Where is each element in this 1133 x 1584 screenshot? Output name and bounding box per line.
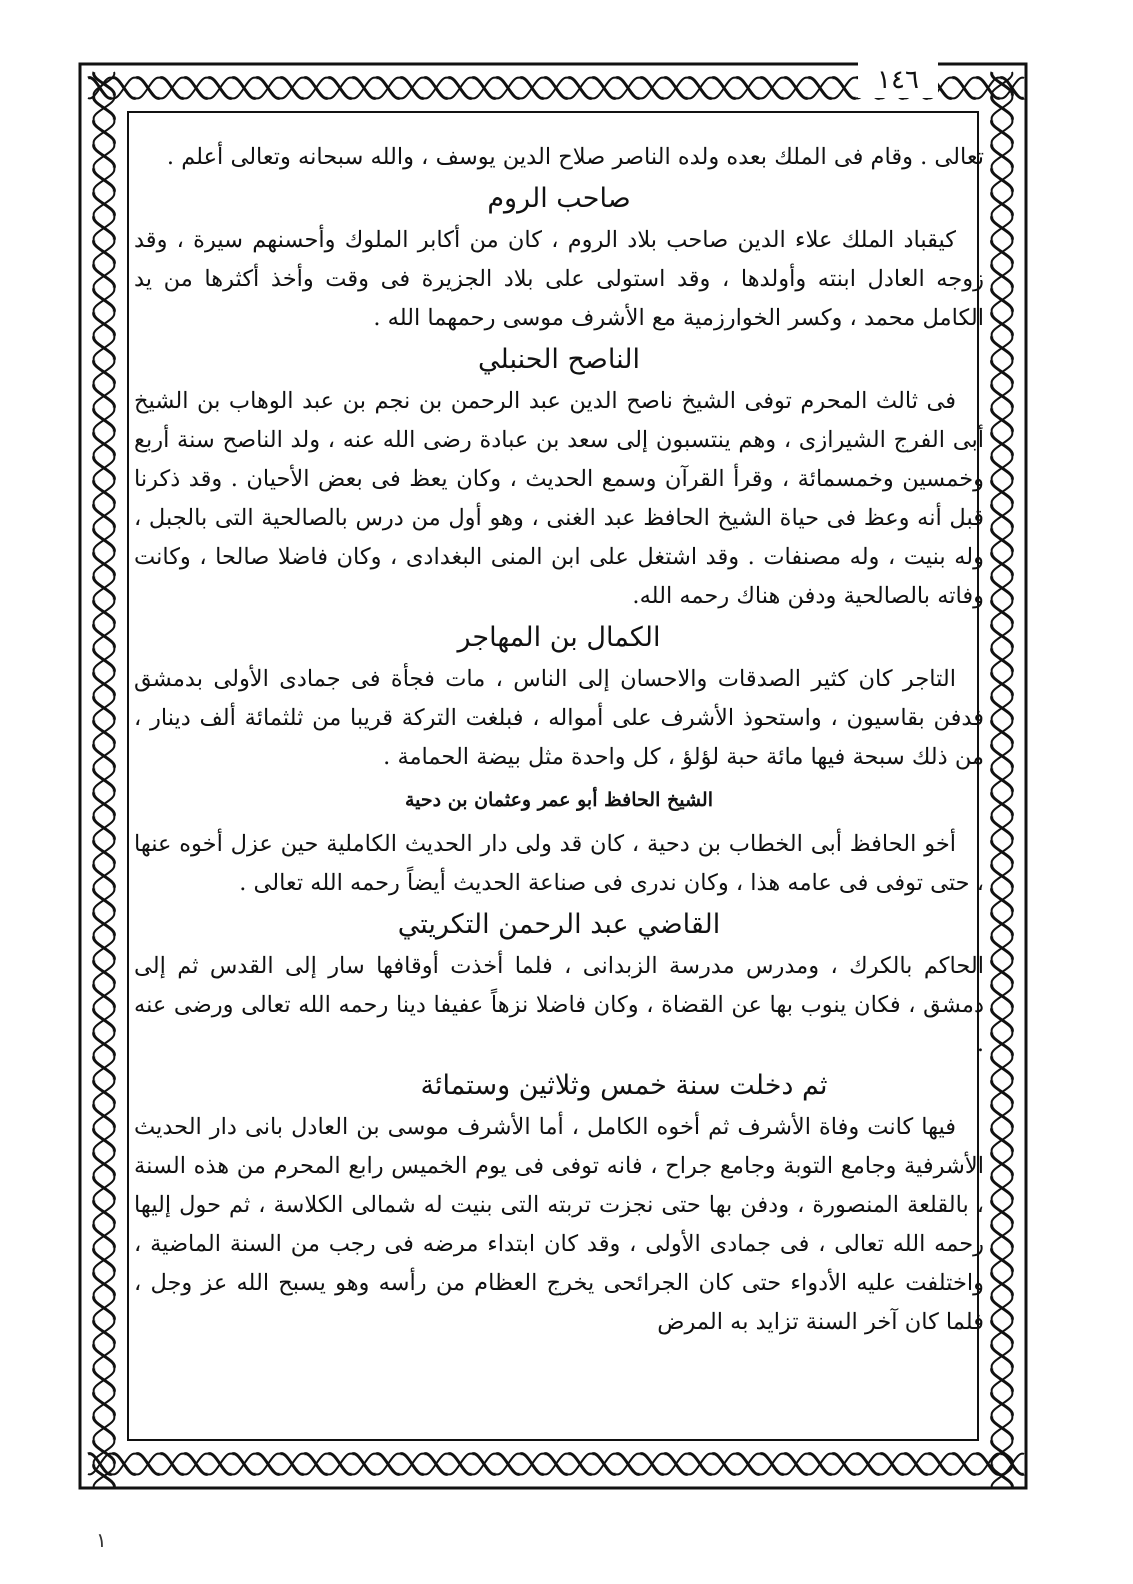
border-link	[256, 1454, 280, 1475]
border-link	[928, 1454, 952, 1475]
border-link	[992, 168, 1013, 192]
border-link	[992, 96, 1013, 120]
border-link	[992, 1032, 1013, 1056]
border-link	[992, 1176, 1013, 1200]
border-link	[208, 1454, 232, 1475]
border-link	[992, 624, 1013, 648]
border-link	[448, 1454, 472, 1475]
paragraph: فى ثالث المحرم توفى الشيخ ناصح الدين عبد الرحمن بن نجم بن عبد الوهاب بن الشيخ أبى الفرج الشيرازى ، وهم ينتسبون إلى سعد بن عبادة رضى الله عنه ، ولد الناصح سنة أربع وخمسين وخمسمائة ، وقرأ القرآن وسمع الحديث ، وكان يعظ فى بعض الأحيان . وقد ذكرنا قبل أنه وعظ فى حياة الشيخ الحافظ عبد الغنى ، وهو أول من درس بالصالحية التى بالجبل ، وله بنيت ، وله مصنفات . وقد اشتغل على ابن المنى البغدادى ، وكان فاضلا صالحا ، وكانت وفاته بالصالحية ودفن هناك رحمه الله.	[134, 388, 984, 609]
border-link	[94, 600, 115, 624]
border-link	[94, 624, 115, 648]
border-link	[992, 1296, 1013, 1320]
border-link	[992, 984, 1013, 1008]
border-link	[136, 1454, 160, 1475]
border-link	[992, 192, 1013, 216]
border-link	[304, 78, 328, 99]
border-link	[992, 696, 1013, 720]
section-heading: الناصح الحنبلي	[478, 344, 640, 375]
page-number: ١٤٦	[858, 62, 938, 98]
border-link	[328, 1454, 352, 1475]
border-link	[94, 408, 115, 432]
border-link	[760, 78, 784, 99]
border-link	[992, 336, 1013, 360]
paragraph: فيها كانت وفاة الأشرف ثم أخوه الكامل ، أما الأشرف موسى بن العادل بانى دار الحديث الأشرفية وجامع التوبة وجامع جراح ، فانه توفى فى يوم الخميس رابع المحرم من هذه السنة ، بالقلعة المنصورة ، ودفن بها حتى نجزت تربته التى بنيت له شمالى الكلاسة ، ثم حول إليها رحمه الله تعالى ، فى جمادى الأولى ، وقد كان ابتداء مرضه فى رجب من السنة الماضية ، واختلفت عليه الأدواء حتى كان الجرائحى يخرج العظام من رأسه وهو يسبح الله عز وجل ، فلما كان آخر السنة تزايد به المرض	[134, 1114, 984, 1335]
border-link	[94, 264, 115, 288]
border-link	[832, 1454, 856, 1475]
border-link	[94, 864, 115, 888]
border-link	[472, 1454, 496, 1475]
border-link	[688, 78, 712, 99]
paragraph: الحاكم بالكرك ، ومدرس مدرسة الزبدانى ، فلما أخذت أوقافها سار إلى القدس ثم إلى دمشق ، فكان ينوب بها عن القضاة ، وكان فاضلا نزهاً عفيفا دينا رحمه الله تعالى ورضى عنه .	[134, 953, 984, 1057]
border-link	[992, 1104, 1013, 1128]
border-link	[992, 720, 1013, 744]
border-link	[992, 840, 1013, 864]
border-link	[992, 240, 1013, 264]
border-link	[94, 1128, 115, 1152]
border-link	[832, 78, 856, 99]
border-link	[352, 78, 376, 99]
border-link	[992, 384, 1013, 408]
section-heading: الكمال بن المهاجر	[457, 622, 661, 653]
border-link	[520, 78, 544, 99]
border-link	[94, 192, 115, 216]
border-link	[94, 456, 115, 480]
border-link	[992, 1368, 1013, 1392]
border-link	[94, 984, 115, 1008]
border-link	[712, 1454, 736, 1475]
border-link	[992, 1224, 1013, 1248]
border-link	[992, 408, 1013, 432]
border-link	[208, 78, 232, 99]
border-link	[568, 1454, 592, 1475]
border-link	[94, 912, 115, 936]
border-link	[94, 1200, 115, 1224]
border-link	[94, 1152, 115, 1176]
border-link	[94, 1416, 115, 1440]
border-link	[94, 504, 115, 528]
border-link	[808, 78, 832, 99]
border-link	[94, 120, 115, 144]
border-link	[94, 1296, 115, 1320]
border-link	[856, 1454, 880, 1475]
border-link	[496, 1454, 520, 1475]
border-link	[992, 288, 1013, 312]
border-link	[94, 696, 115, 720]
border-link	[94, 552, 115, 576]
border-link	[640, 78, 664, 99]
border-link	[94, 336, 115, 360]
border-link	[94, 240, 115, 264]
border-link	[376, 78, 400, 99]
border-link	[280, 1454, 304, 1475]
border-link	[992, 864, 1013, 888]
border-link	[992, 768, 1013, 792]
page-body	[134, 138, 984, 1342]
border-link	[184, 78, 208, 99]
border-link	[94, 216, 115, 240]
border-link	[992, 1392, 1013, 1416]
border-link	[94, 1344, 115, 1368]
border-link	[952, 78, 976, 99]
border-link	[664, 78, 688, 99]
border-link	[232, 1454, 256, 1475]
border-link	[232, 78, 256, 99]
border-link	[94, 1224, 115, 1248]
border-link	[992, 600, 1013, 624]
border-link	[616, 1454, 640, 1475]
border-link	[376, 1454, 400, 1475]
border-link	[94, 1320, 115, 1344]
border-link	[448, 78, 472, 99]
border-link	[94, 648, 115, 672]
border-link	[992, 1200, 1013, 1224]
border-link	[94, 888, 115, 912]
border-link	[400, 78, 424, 99]
border-link	[784, 1454, 808, 1475]
border-link	[544, 78, 568, 99]
border-link	[992, 1080, 1013, 1104]
border-link	[880, 1454, 904, 1475]
border-link	[992, 1416, 1013, 1440]
border-link	[496, 78, 520, 99]
border-link	[184, 1454, 208, 1475]
border-link	[992, 1008, 1013, 1032]
border-link	[94, 168, 115, 192]
border-link	[520, 1454, 544, 1475]
border-link	[736, 1454, 760, 1475]
border-link	[424, 78, 448, 99]
border-link	[94, 936, 115, 960]
border-link	[94, 144, 115, 168]
section-heading: صاحب الروم	[487, 183, 631, 214]
border-link	[992, 360, 1013, 384]
year-heading: ثم دخلت سنة خمس وثلاثين وستمائة	[420, 1070, 828, 1101]
border-link	[160, 1454, 184, 1475]
border-link	[136, 78, 160, 99]
border-link	[992, 672, 1013, 696]
paragraph: أخو الحافظ أبى الخطاب بن دحية ، كان قد ولى دار الحديث الكاملية حين عزل أخوه عنها ، حتى توفى فى عامه هذا ، وكان ندرى فى صناعة الحديث أيضاً رحمه الله تعالى .	[134, 831, 984, 896]
border-link	[992, 120, 1013, 144]
border-link	[94, 384, 115, 408]
border-link	[992, 528, 1013, 552]
border-link	[992, 504, 1013, 528]
border-link	[94, 432, 115, 456]
border-link	[688, 1454, 712, 1475]
border-link	[992, 456, 1013, 480]
border-link	[992, 576, 1013, 600]
border-link	[94, 960, 115, 984]
border-link	[94, 672, 115, 696]
border-link	[94, 1104, 115, 1128]
border-link	[94, 1392, 115, 1416]
border-link	[992, 1128, 1013, 1152]
border-link	[992, 432, 1013, 456]
border-link	[94, 1176, 115, 1200]
border-link	[992, 912, 1013, 936]
border-link	[992, 1056, 1013, 1080]
border-link	[592, 78, 616, 99]
border-link	[784, 78, 808, 99]
border-link	[304, 1454, 328, 1475]
border-link	[592, 1454, 616, 1475]
border-link	[992, 552, 1013, 576]
border-link	[992, 816, 1013, 840]
border-link	[94, 1080, 115, 1104]
border-link	[992, 888, 1013, 912]
border-link	[992, 960, 1013, 984]
paragraph: تعالى . وقام فى الملك بعده ولده الناصر صلاح الدين يوسف ، والله سبحانه وتعالى أعلم .	[166, 144, 984, 170]
border-link	[760, 1454, 784, 1475]
border-link	[808, 1454, 832, 1475]
border-link	[94, 576, 115, 600]
border-link	[992, 264, 1013, 288]
border-link	[992, 1248, 1013, 1272]
border-link	[992, 1272, 1013, 1296]
border-link	[712, 78, 736, 99]
border-link	[992, 480, 1013, 504]
border-link	[94, 288, 115, 312]
border-link	[94, 816, 115, 840]
border-link	[94, 1248, 115, 1272]
border-link	[94, 792, 115, 816]
paragraph: كيقباد الملك علاء الدين صاحب بلاد الروم ، كان من أكابر الملوك وأحسنهم سيرة ، وقد زوجه العادل ابنته وأولدها ، وقد استولى على بلاد الجزيرة فى وقت وأخذ أكثرها من يد الكامل محمد ، وكسر الخوارزمية مع الأشرف موسى رحمهما الله .	[134, 227, 984, 331]
border-link	[992, 1344, 1013, 1368]
border-link	[992, 792, 1013, 816]
border-link	[94, 1272, 115, 1296]
border-link	[640, 1454, 664, 1475]
border-link	[400, 1454, 424, 1475]
border-link	[992, 744, 1013, 768]
border-link	[328, 78, 352, 99]
border-link	[568, 78, 592, 99]
border-link	[94, 720, 115, 744]
border-link	[352, 1454, 376, 1475]
border-link	[256, 78, 280, 99]
border-link	[94, 840, 115, 864]
border-link	[94, 360, 115, 384]
border-link	[94, 744, 115, 768]
border-link	[992, 1320, 1013, 1344]
border-link	[736, 78, 760, 99]
border-link	[904, 1454, 928, 1475]
border-link	[992, 216, 1013, 240]
border-link	[952, 1454, 976, 1475]
border-link	[472, 78, 496, 99]
border-link	[280, 78, 304, 99]
border-link	[992, 1152, 1013, 1176]
border-link	[992, 312, 1013, 336]
section-heading: القاضي عبد الرحمن التكريتي	[397, 909, 721, 940]
border-link	[424, 1454, 448, 1475]
border-link	[94, 480, 115, 504]
border-link	[94, 1032, 115, 1056]
border-link	[992, 144, 1013, 168]
paragraph: التاجر كان كثير الصدقات والاحسان إلى الناس ، مات فجأة فى جمادى الأولى بدمشق فدفن بقاسيون ، واستحوذ الأشرف على أمواله ، فبلغت التركة قريبا من ثلثمائة ألف دينار ، من ذلك سبحة فيها مائة حبة لؤلؤ ، كل واحدة مثل بيضة الحمامة .	[134, 666, 984, 770]
border-link	[94, 528, 115, 552]
border-link	[992, 936, 1013, 960]
signature-mark: ١	[96, 1528, 107, 1552]
border-link	[664, 1454, 688, 1475]
border-link	[94, 312, 115, 336]
border-link	[992, 648, 1013, 672]
border-link	[94, 1008, 115, 1032]
section-heading-small: الشيخ الحافظ أبو عمر وعثمان بن دحية	[405, 789, 713, 811]
border-link	[544, 1454, 568, 1475]
border-link	[160, 78, 184, 99]
border-link	[616, 78, 640, 99]
border-link	[94, 1368, 115, 1392]
border-link	[94, 768, 115, 792]
border-link	[94, 1056, 115, 1080]
